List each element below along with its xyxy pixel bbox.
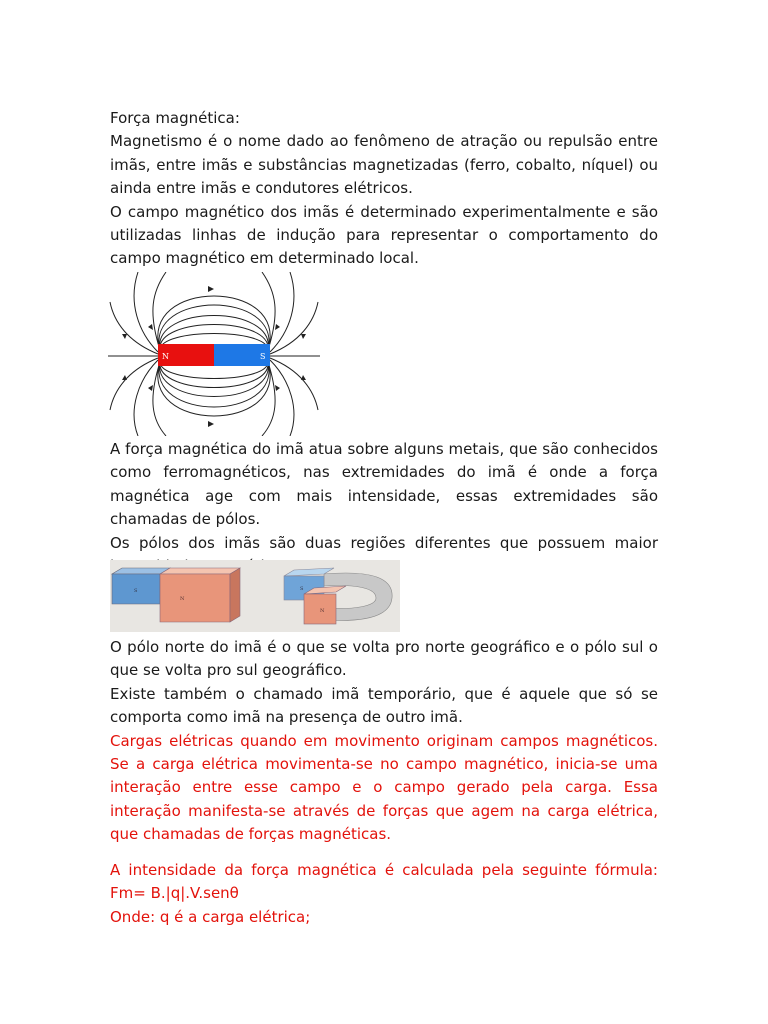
- magnet-poles-illustration: [110, 560, 400, 632]
- horseshoe-north-label: N: [320, 608, 325, 614]
- paragraph-magnetism: Magnetismo é o nome dado ao fenômeno de atração ou repulsão entre imãs, entre imãs e substâncias magnetizadas (ferro, cobalto, níquel) ou ainda entre imãs e condutores elétricos.: [110, 132, 658, 198]
- paragraph-north-south: O pólo norte do imã é o que se volta pro norte geográfico e o pólo sul o que se volta pro sul geográfico.: [110, 638, 658, 680]
- paragraph-charge-definition: Onde: q é a carga elétrica;: [110, 907, 311, 926]
- section-heading: Força magnética:: [110, 109, 240, 127]
- horseshoe-south-label: S: [300, 586, 304, 592]
- north-pole-label: N: [162, 352, 169, 361]
- bar-north-label: N: [180, 596, 185, 602]
- paragraph-field-lines: O campo magnético dos imãs é determinado experimentalmente e são utilizadas linhas de indução para representar o comportamento do campo magnético em determinado local.: [110, 202, 658, 268]
- south-pole-label: S: [260, 352, 266, 361]
- bar-magnet-field-diagram: [108, 272, 320, 436]
- text-block-poles: [110, 438, 658, 578]
- paragraph-temporary-magnet: Existe também o chamado imã temporário, que é aquele que só se comporta como imã na presença de outro imã.: [110, 684, 658, 727]
- paragraph-ferromagnetic: A força magnética do imã atua sobre alguns metais, que são conhecidos como ferromagnéticos, nas extremidades do imã é onde a força magnética age com mais intensidade, essas extremidades são chamadas de pólos.: [110, 440, 658, 529]
- text-block-pole-orientation: [110, 636, 658, 847]
- text-block-formula: [110, 859, 658, 929]
- paragraph-formula: A intensidade da força magnética é calculada pela seguinte fórmula: Fm= B.|q|.V.senθ: [110, 861, 658, 903]
- bar-south-label: S: [134, 588, 138, 594]
- paragraph-poles: Os pólos dos imãs são duas regiões diferentes que possuem maior: [110, 533, 658, 552]
- text-block-intro: [110, 107, 658, 271]
- paragraph-moving-charges: Cargas elétricas quando em movimento originam campos magnéticos. Se a carga elétrica movimenta-se no campo magnético, inicia-se uma interação entre esse campo e o campo gerado pela carga. Essa interação manifesta-se através de forças que agem na carga elétrica, que chamadas de forças magnéticas.: [110, 731, 658, 844]
